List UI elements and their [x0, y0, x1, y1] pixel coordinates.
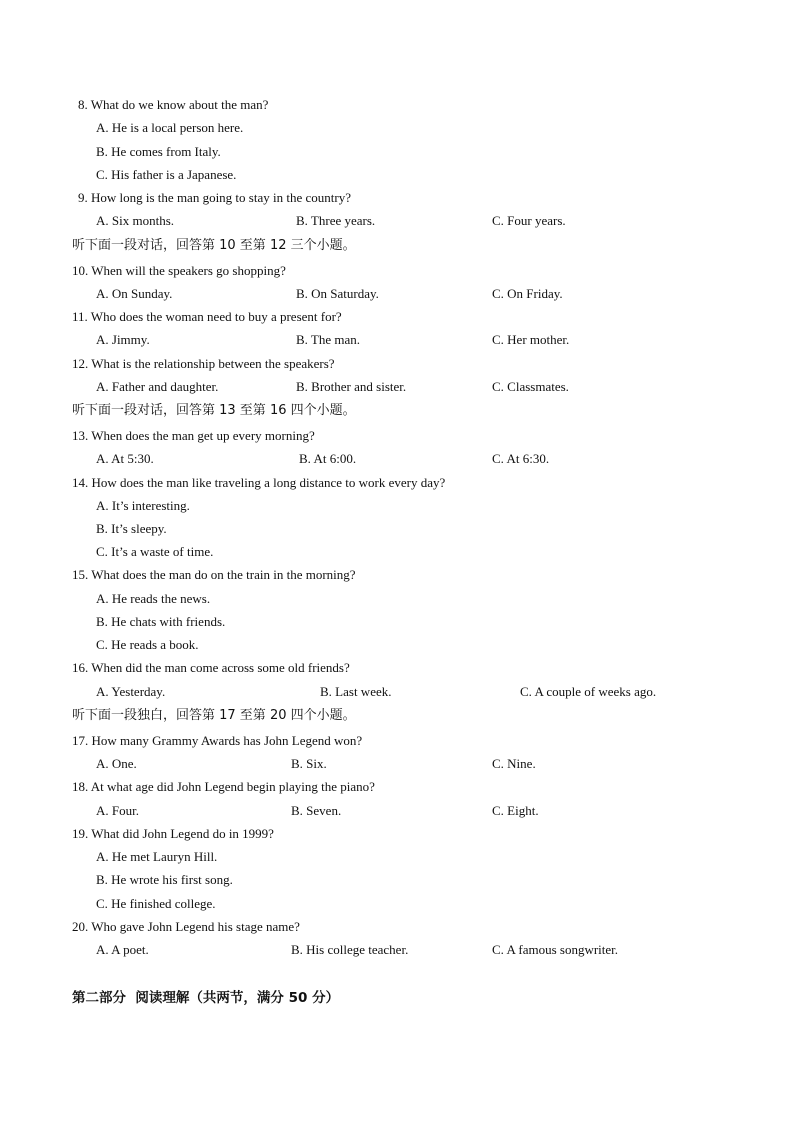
option-a: A. One. — [96, 756, 137, 771]
question-number: 13. — [72, 428, 89, 443]
option-c: C. Eight. — [492, 803, 539, 818]
question-text: What does the man do on the train in the morning? — [91, 567, 356, 582]
question-text: How many Grammy Awards has John Legend won? — [91, 733, 363, 748]
option-a: A. A poet. — [96, 942, 149, 957]
question-text: Who gave John Legend his stage name? — [91, 919, 300, 934]
option-b: B. He wrote his first song. — [96, 872, 233, 887]
question-text: When did the man come across some old friends? — [91, 660, 350, 675]
question-15 — [72, 567, 356, 583]
option-b: B. Six. — [291, 756, 327, 771]
question-number: 12. — [72, 356, 89, 371]
question-text: How long is the man going to stay in the country? — [91, 190, 351, 205]
option-b: B. He chats with friends. — [96, 614, 226, 629]
question-number: 20. — [72, 919, 89, 934]
option-a: A. It’s interesting. — [96, 498, 190, 513]
option-c: C. At 6:30. — [492, 451, 550, 466]
option-a: A. Jimmy. — [96, 332, 150, 347]
question-14 — [72, 475, 445, 491]
question-number: 15. — [72, 567, 89, 582]
option-c: C. Nine. — [492, 756, 536, 771]
option-b: B. Three years. — [296, 213, 376, 228]
question-11 — [72, 309, 342, 325]
question-text: When does the man get up every morning? — [91, 428, 315, 443]
option-c: C. A couple of weeks ago. — [520, 684, 657, 699]
section-instruction: 听下面一段独白，回答第 17 至第 20 四个小题。 — [72, 708, 356, 723]
option-c: C. He reads a book. — [96, 637, 199, 652]
question-number: 10. — [72, 263, 89, 278]
question-12 — [72, 356, 335, 372]
option-b: B. His college teacher. — [291, 942, 409, 957]
option-b: B. On Saturday. — [296, 286, 379, 301]
question-text: At what age did John Legend begin playing the piano? — [90, 779, 375, 794]
option-a: A. He met Lauryn Hill. — [96, 849, 218, 864]
question-text: When will the speakers go shopping? — [91, 263, 286, 278]
part-heading: 第二部分 阅读理解（共两节，满分 50 分） — [72, 990, 340, 1006]
option-a: A. Yesterday. — [96, 684, 166, 699]
question-13 — [72, 428, 315, 444]
option-c: C. Classmates. — [492, 379, 569, 394]
question-10 — [72, 263, 286, 279]
question-9 — [78, 190, 351, 206]
question-number: 14. — [72, 475, 89, 490]
question-number: 16. — [72, 660, 89, 675]
option-c: C. It’s a waste of time. — [96, 544, 214, 559]
question-number: 19. — [72, 826, 89, 841]
question-text: What do we know about the man? — [90, 97, 269, 112]
option-b: B. Last week. — [320, 684, 392, 699]
option-a: A. Father and daughter. — [96, 379, 219, 394]
option-a: A. On Sunday. — [96, 286, 173, 301]
question-number: 18. — [72, 779, 89, 794]
option-c: C. His father is a Japanese. — [96, 167, 237, 182]
option-a: A. He is a local person here. — [96, 120, 244, 135]
question-number: 11. — [72, 309, 88, 324]
option-a: A. Six months. — [96, 213, 175, 228]
option-c: C. Her mother. — [492, 332, 570, 347]
question-text: Who does the woman need to buy a present for? — [90, 309, 342, 324]
option-c: C. A famous songwriter. — [492, 942, 619, 957]
option-a: A. Four. — [96, 803, 139, 818]
question-19 — [72, 826, 274, 842]
section-instruction: 听下面一段对话，回答第 13 至第 16 四个小题。 — [72, 403, 356, 418]
option-b: B. He comes from Italy. — [96, 144, 221, 159]
option-a: A. He reads the news. — [96, 591, 211, 606]
question-number: 17. — [72, 733, 89, 748]
option-b: B. Seven. — [291, 803, 342, 818]
question-18 — [72, 779, 375, 795]
option-a: A. At 5:30. — [96, 451, 154, 466]
option-c: C. On Friday. — [492, 286, 563, 301]
option-b: B. Brother and sister. — [296, 379, 407, 394]
question-16 — [72, 660, 350, 676]
option-b: B. It’s sleepy. — [96, 521, 167, 536]
option-c: C. Four years. — [492, 213, 566, 228]
question-17 — [72, 733, 362, 749]
question-text: What did John Legend do in 1999? — [91, 826, 274, 841]
section-instruction: 听下面一段对话，回答第 10 至第 12 三个小题。 — [72, 238, 356, 253]
option-c: C. He finished college. — [96, 896, 216, 911]
option-b: B. The man. — [296, 332, 361, 347]
question-20 — [72, 919, 300, 935]
option-b: B. At 6:00. — [299, 451, 357, 466]
question-text: How does the man like traveling a long distance to work every day? — [91, 475, 446, 490]
question-text: What is the relationship between the speakers? — [91, 356, 335, 371]
question-number: 9. — [78, 190, 88, 205]
question-number: 8. — [78, 97, 88, 112]
question-8 — [78, 97, 268, 113]
